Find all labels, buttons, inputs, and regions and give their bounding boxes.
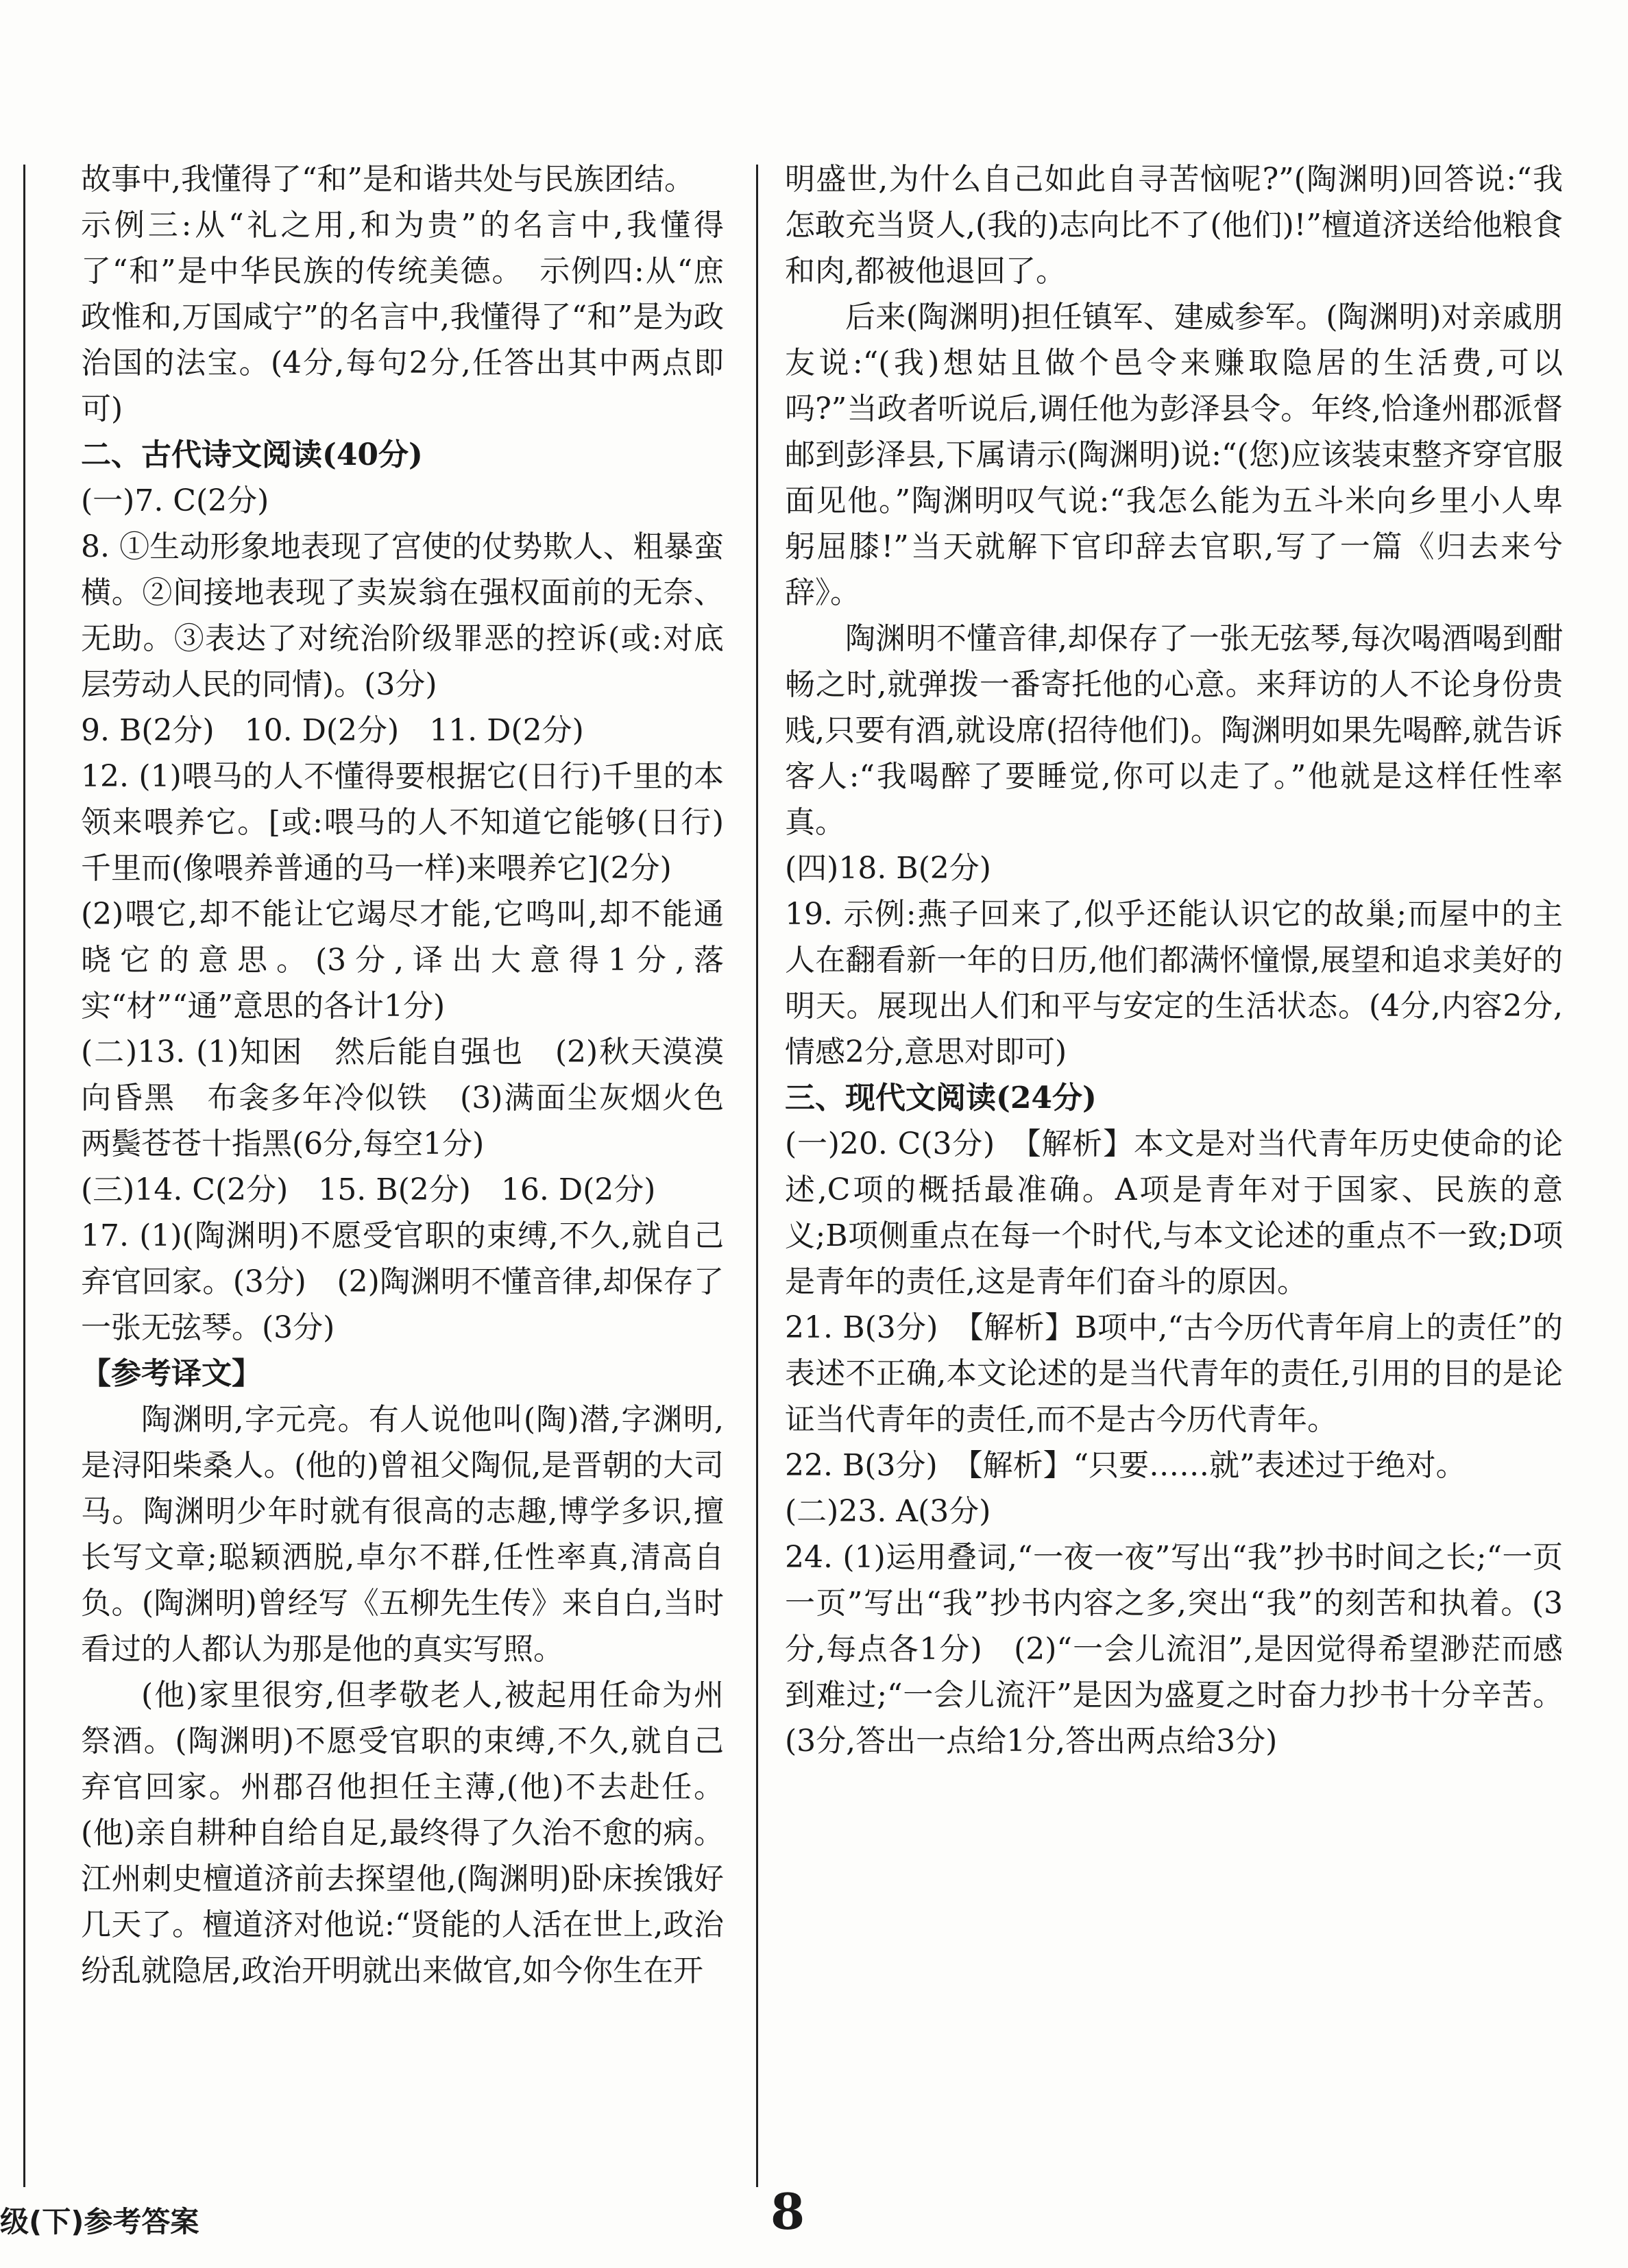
left-paragraph: 故事中,我懂得了“和”是和谐共处与民族团结。 [81, 162, 694, 197]
right-paragraph: 24. (1)运用叠词,“一夜一夜”写出“我”抄书时间之长;“一页一页”写出“我”抄书内容之多,突出“我”的刻苦和执着。(3分,每点各1分) (2)“一会儿流泪”,是因觉得希望渺茫而感到难过;“一会儿流汗”是因为盛夏之时奋力抄书十分辛苦。(3分,答出一点给1分,答出两点给3分) [785, 1540, 1563, 1759]
left-paragraph: 示例三:从“礼之用,和为贵”的名言中,我懂得了“和”是中华民族的传统美德。 示例四:从“庶政惟和,万国咸宁”的名言中,我懂得了“和”是为政治国的法宝。(4分,每句2分,任答出其中两点即可) [81, 208, 724, 426]
left-paragraph: 陶渊明,字元亮。有人说他叫(陶)潜,字渊明,是浔阳柴桑人。(他的)曾祖父陶侃,是晋朝的大司马。陶渊明少年时就有很高的志趣,博学多识,擅长写文章;聪颖洒脱,卓尔不群,任性率真,清高自负。(陶渊明)曾经写《五柳先生传》来自白,当时看过的人都认为那是他的真实写照。 [81, 1402, 724, 1667]
left-paragraph: 17. (1)(陶渊明)不愿受官职的束缚,不久,就自己弃官回家。(3分) (2)陶渊明不懂音律,却保存了一张无弦琴。(3分) [81, 1218, 724, 1345]
right-paragraph: (二)23. A(3分) [785, 1494, 991, 1529]
right-column [785, 156, 1563, 1764]
left-paragraph: (他)家里很穷,但孝敬老人,被起用任命为州祭酒。(陶渊明)不愿受官职的束缚,不久,就自己弃官回家。州郡召他担任主薄,(他)不去赴任。(他)亲自耕种自给自足,最终得了久治不愈的病。江州刺史檀道济前去探望他,(陶渊明)卧床挨饿好几天了。檀道济对他说:“贤能的人活在世上,政治纷乱就隐居,政治开明就出来做官,如今你生在开 [81, 1678, 724, 1988]
right-paragraph: 22. B(3分) 【解析】“只要……就”表述过于绝对。 [785, 1448, 1466, 1483]
right-paragraph: (四)18. B(2分) [785, 851, 991, 886]
left-paragraph: 二、古代诗文阅读(40分) [81, 437, 423, 472]
column-divider-rule [756, 165, 758, 2187]
page-number: 8 [770, 2182, 805, 2241]
right-paragraph: (一)20. C(3分) 【解析】本文是对当代青年历史使命的论述,C项的概括最准确。A项是青年对于国家、民族的意义;B项侧重点在每一个时代,与本文论述的重点不一致;D项是青年的责任,这是青年们奋斗的原因。 [785, 1126, 1563, 1299]
right-paragraph: 陶渊明不懂音律,却保存了一张无弦琴,每次喝酒喝到酣畅之时,就弹拨一番寄托他的心意。来拜访的人不论身份贵贱,只要有酒,就设席(招待他们)。陶渊明如果先喝醉,就告诉客人:“我喝醉了要睡觉,你可以走了。”他就是这样任性率真。 [785, 621, 1563, 840]
left-paragraph: (2)喂它,却不能让它竭尽才能,它鸣叫,却不能通晓它的意思。(3分,译出大意得1分,落实“材”“通”意思的各计1分) [81, 897, 724, 1024]
left-paragraph: (二)13. (1)知困 然后能自强也 (2)秋天漠漠向昏黑 布衾多年冷似铁 (3)满面尘灰烟火色 两鬓苍苍十指黑(6分,每空1分) [81, 1035, 754, 1161]
right-paragraph: 后来(陶渊明)担任镇军、建威参军。(陶渊明)对亲戚朋友说:“(我)想姑且做个邑令来赚取隐居的生活费,可以吗?”当政者听说后,调任他为彭泽县令。年终,恰逢州郡派督邮到彭泽县,下属请示(陶渊明)说:“(您)应该装束整齐穿官服面见他。”陶渊明叹气说:“我怎么能为五斗米向乡里小人卑躬屈膝!”当天就解下官印辞去官职,写了一篇《归去来兮辞》。 [785, 300, 1563, 610]
left-paragraph: 9. B(2分) 10. D(2分) 11. D(2分) [81, 713, 584, 748]
right-paragraph: 19. 示例:燕子回来了,似乎还能认识它的故巢;而屋中的主人在翻看新一年的日历,他们都满怀憧憬,展望和追求美好的明天。展现出人们和平与安定的生活状态。(4分,内容2分,情感2分,意思对即可) [785, 897, 1563, 1070]
right-paragraph: 三、现代文阅读(24分) [785, 1081, 1097, 1115]
left-margin-rule [23, 165, 25, 2187]
left-paragraph: (三)14. C(2分) 15. B(2分) 16. D(2分) [81, 1172, 656, 1207]
footer-title: 级(下)参考答案 [0, 2205, 199, 2239]
left-paragraph: 12. (1)喂马的人不懂得要根据它(日行)千里的本领来喂养它。[或:喂马的人不知道它能够(日行)千里而(像喂养普通的马一样)来喂养它](2分) [81, 759, 724, 886]
left-paragraph: (一)7. C(2分) [81, 483, 269, 518]
left-paragraph: 【参考译文】 [81, 1356, 262, 1391]
left-paragraph: 8. ①生动形象地表现了宫使的仗势欺人、粗暴蛮横。②间接地表现了卖炭翁在强权面前的无奈、无助。③表达了对统治阶级罪恶的控诉(或:对底层劳动人民的同情)。(3分) [81, 529, 724, 702]
left-column [81, 156, 754, 1994]
right-paragraph: 明盛世,为什么自己如此自寻苦恼呢?”(陶渊明)回答说:“我怎敢充当贤人,(我的)志向比不了(他们)!”檀道济送给他粮食和肉,都被他退回了。 [785, 162, 1563, 289]
right-paragraph: 21. B(3分) 【解析】B项中,“古今历代青年肩上的责任”的表述不正确,本文论述的是当代青年的责任,引用的目的是论证当代青年的责任,而不是古今历代青年。 [785, 1310, 1563, 1437]
